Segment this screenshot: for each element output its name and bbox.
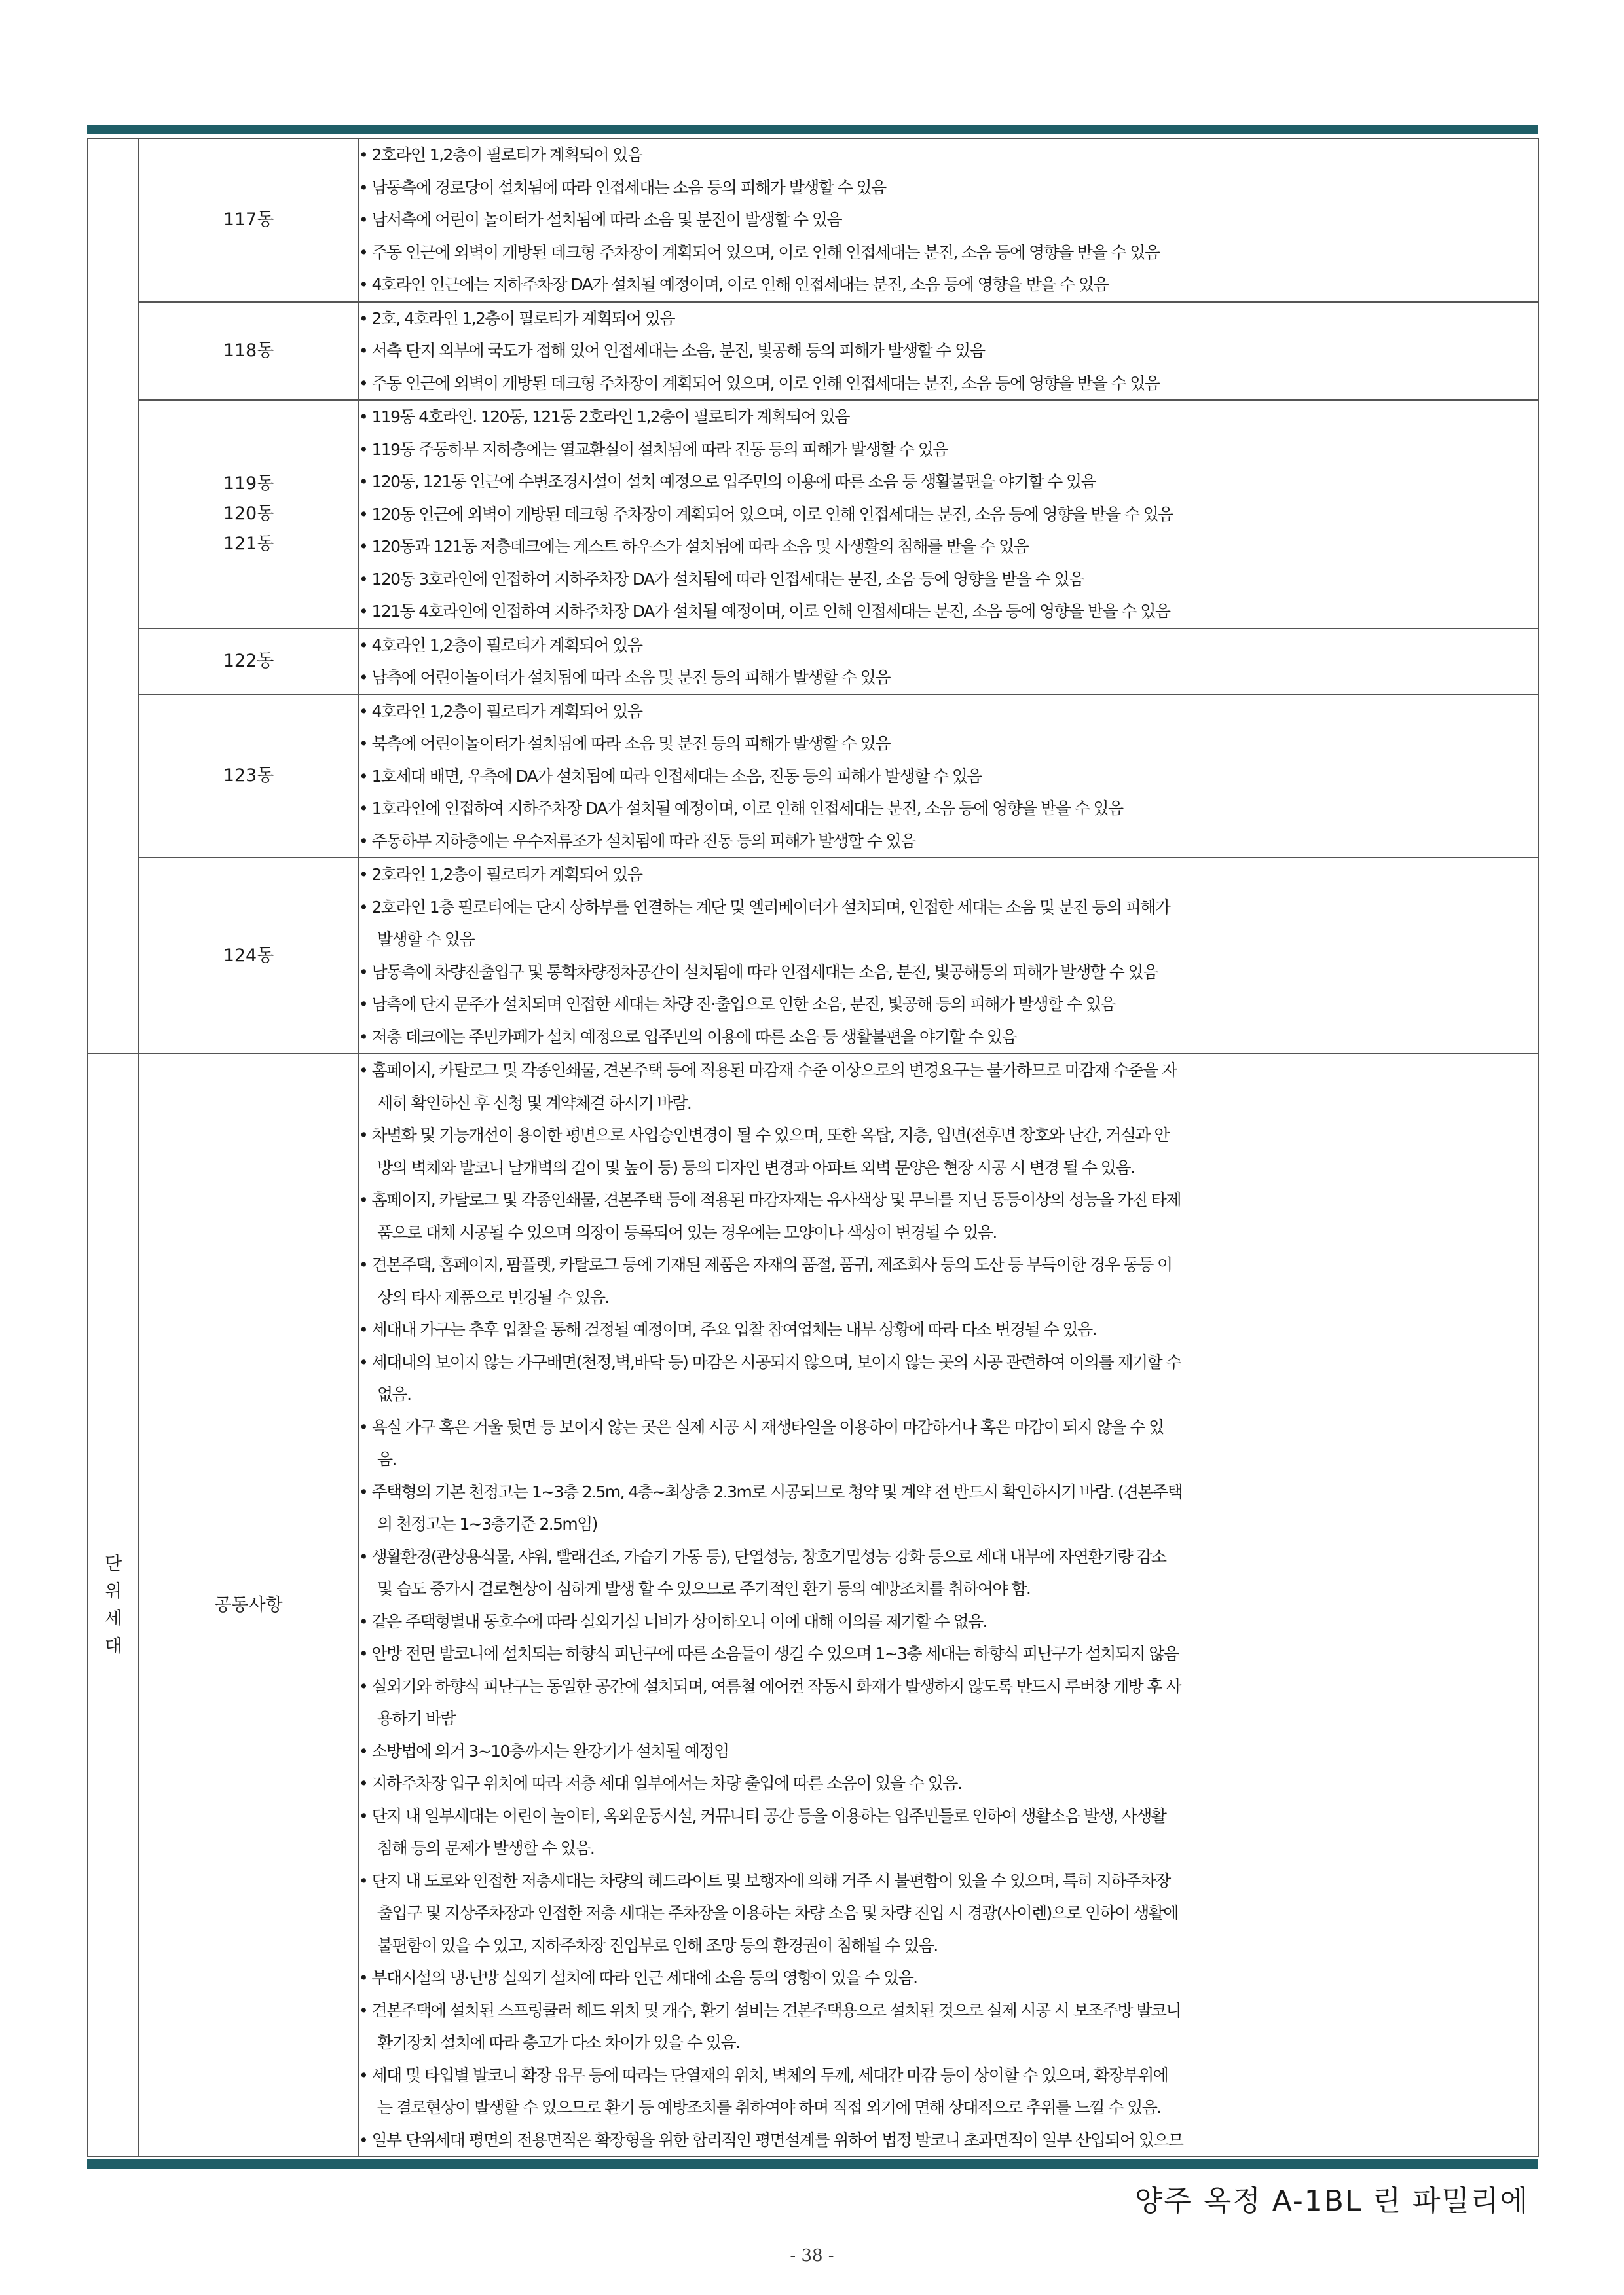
note-item: • 저층 데크에는 주민카페가 설치 예정으로 입주민의 이용에 따른 소음 등 생활불편을 야기할 수 있음 <box>359 1027 1017 1046</box>
note-item: • 차별화 및 기능개선이 용이한 평면으로 사업승인변경이 될 수 있으며, 또한 옥탑, 지층, 입면(전후면 창호와 난간, 거실과 안 <box>359 1126 1169 1145</box>
table-row <box>88 138 1538 302</box>
building-label-cell <box>139 302 358 401</box>
table-row <box>88 302 1538 401</box>
note-item: • 견본주택, 홈페이지, 팜플렛, 카탈로그 등에 기재된 제품은 자재의 품절, 품귀, 제조회사 등의 도산 등 부득이한 경우 동등 이 <box>359 1255 1172 1274</box>
note-item: • 1호세대 배면, 우측에 DA가 설치됨에 따라 인접세대는 소음, 진동 등의 피해가 발생할 수 있음 <box>359 766 982 786</box>
note-item: • 119동 4호라인. 120동, 121동 2호라인 1,2층이 필로티가 계획되어 있음 <box>359 407 849 426</box>
notes-cell <box>358 629 1538 695</box>
category-char: 위 <box>104 1581 122 1602</box>
note-item: • 4호라인 인근에는 지하주차장 DA가 설치될 예정이며, 이로 인해 인접세대는 분진, 소음 등에 영향을 받을 수 있음 <box>359 275 1109 294</box>
building-label: 118동 <box>223 340 274 361</box>
building-label-cell <box>139 138 358 302</box>
note-continuation: 세히 확인하신 후 신청 및 계약체결 하시기 바람. <box>377 1093 692 1112</box>
category-cell <box>88 1054 139 2157</box>
note-item: • 1호라인에 인접하여 지하주차장 DA가 설치될 예정이며, 이로 인해 인접세대는 분진, 소음 등에 영향을 받을 수 있음 <box>359 799 1123 818</box>
note-item: • 주동하부 지하층에는 우수저류조가 설치됨에 따라 진동 등의 피해가 발생할 수 있음 <box>359 831 915 851</box>
note-item: • 주동 인근에 외벽이 개방된 데크형 주차장이 계획되어 있으며, 이로 인해 인접세대는 분진, 소음 등에 영향을 받을 수 있음 <box>359 373 1160 393</box>
table-row <box>88 629 1538 695</box>
building-label: 122동 <box>223 651 274 671</box>
note-continuation: 없음. <box>377 1385 411 1404</box>
note-continuation: 출입구 및 지상주차장과 인접한 저층 세대는 주차장을 이용하는 차량 소음 및 차량 진입 시 경광(사이렌)으로 인하여 생활에 <box>377 1903 1178 1922</box>
notes-cell <box>358 1054 1538 2157</box>
building-label: 공동사항 <box>214 1594 283 1615</box>
building-label-cell <box>139 695 358 858</box>
note-item: • 남동측에 차량진출입구 및 통학차량정차공간이 설치됨에 따라 인접세대는 소음, 분진, 빛공해등의 피해가 발생할 수 있음 <box>359 962 1158 982</box>
building-label: 117동 <box>223 209 274 230</box>
note-continuation: 방의 벽체와 발코니 날개벽의 길이 및 높이 등) 등의 디자인 변경과 아파트 외벽 문양은 현장 시공 시 변경 될 수 있음. <box>377 1158 1135 1177</box>
notice-table <box>87 138 1539 2157</box>
table-row <box>88 1054 1538 2157</box>
note-item: • 121동 4호라인에 인접하여 지하주차장 DA가 설치될 예정이며, 이로 인해 인접세대는 분진, 소음 등에 영향을 받을 수 있음 <box>359 602 1170 621</box>
note-item: • 4호라인 1,2층이 필로티가 계획되어 있음 <box>359 701 642 721</box>
note-item: • 견본주택에 설치된 스프링쿨러 헤드 위치 및 개수, 환기 설비는 견본주택용으로 설치된 것으로 실제 시공 시 보조주방 발코니 <box>359 2000 1181 2020</box>
note-item: • 120동 3호라인에 인접하여 지하주차장 DA가 설치됨에 따라 인접세대는 분진, 소음 등에 영향을 받을 수 있음 <box>359 569 1084 589</box>
note-item: • 4호라인 1,2층이 필로티가 계획되어 있음 <box>359 635 642 655</box>
notes-cell <box>358 302 1538 401</box>
note-item: • 주택형의 기본 천정고는 1~3층 2.5m, 4층~최상층 2.3m로 시공되므로 청약 및 계약 전 반드시 확인하시기 바람. (견본주택 <box>359 1482 1183 1501</box>
building-label: 119동 <box>223 473 274 494</box>
note-item: • 홈페이지, 카탈로그 및 각종인쇄물, 견본주택 등에 적용된 마감재 수준 이상으로의 변경요구는 불가하므로 마감재 수준을 자 <box>359 1061 1177 1080</box>
header-rule <box>87 125 1538 134</box>
building-label-cell <box>139 629 358 695</box>
note-item: • 2호라인 1,2층이 필로티가 계획되어 있음 <box>359 865 642 884</box>
note-item: • 세대내의 보이지 않는 가구배면(천정,벽,바닥 등) 마감은 시공되지 않으며, 보이지 않는 곳의 시공 관련하여 이의를 제기할 수 <box>359 1352 1181 1372</box>
note-item: • 주동 인근에 외벽이 개방된 데크형 주차장이 계획되어 있으며, 이로 인해 인접세대는 분진, 소음 등에 영향을 받을 수 있음 <box>359 242 1160 262</box>
table-row <box>88 695 1538 858</box>
note-item: • 단지 내 일부세대는 어린이 놀이터, 옥외운동시설, 커뮤니티 공간 등을 이용하는 입주민들로 인하여 생활소음 발생, 사생활 <box>359 1806 1166 1826</box>
notes-cell <box>358 400 1538 629</box>
note-continuation: 침해 등의 문제가 발생할 수 있음. <box>377 1839 595 1858</box>
notes-cell <box>358 858 1538 1054</box>
building-label: 124동 <box>223 945 274 966</box>
note-item: • 2호, 4호라인 1,2층이 필로티가 계획되어 있음 <box>359 308 674 328</box>
note-item: • 120동과 121동 저층데크에는 게스트 하우스가 설치됨에 따라 소음 및 사생활의 침해를 받을 수 있음 <box>359 537 1029 556</box>
category-cell <box>88 138 139 1054</box>
note-item: • 남측에 단지 문주가 설치되며 인접한 세대는 차량 진·출입으로 인한 소음, 분진, 빛공해 등의 피해가 발생할 수 있음 <box>359 995 1115 1014</box>
building-label-cell <box>139 858 358 1054</box>
note-item: • 북측에 어린이놀이터가 설치됨에 따라 소음 및 분진 등의 피해가 발생할 수 있음 <box>359 734 890 753</box>
building-label-cell <box>139 400 358 629</box>
note-item: • 120동, 121동 인근에 수변조경시설이 설치 예정으로 입주민의 이용에 따른 소음 등 생활불편을 야기할 수 있음 <box>359 472 1096 491</box>
building-label: 120동 <box>223 504 274 524</box>
page-number: - 38 - <box>790 2246 834 2266</box>
note-item: • 생활환경(관상용식물, 샤워, 빨래건조, 가습기 가동 등), 단열성능, 창호기밀성능 강화 등으로 세대 내부에 자연환기량 감소 <box>359 1547 1166 1566</box>
note-item: • 2호라인 1층 필로티에는 단지 상하부를 연결하는 계단 및 엘리베이터가 설치되며, 인접한 세대는 소음 및 분진 등의 피해가 <box>359 897 1170 917</box>
note-item: • 서측 단지 외부에 국도가 접해 있어 인접세대는 소음, 분진, 빛공해 등의 피해가 발생할 수 있음 <box>359 341 985 360</box>
note-item: • 안방 전면 발코니에 설치되는 하향식 피난구에 따른 소음들이 생길 수 있으며 1~3층 세대는 하향식 피난구가 설치되지 않음 <box>359 1644 1179 1663</box>
notes-cell <box>358 138 1538 302</box>
note-continuation: 및 습도 증가시 결로현상이 심하게 발생 할 수 있으므로 주기적인 환기 등의 예방조치를 취하여야 함. <box>377 1579 1031 1598</box>
category-char: 대 <box>104 1636 122 1657</box>
note-continuation: 품으로 대체 시공될 수 있으며 의장이 등록되어 있는 경우에는 모양이나 색상이 변경될 수 있음. <box>377 1222 997 1242</box>
notes-cell <box>358 695 1538 858</box>
category-char: 세 <box>104 1608 122 1629</box>
table-row <box>88 400 1538 629</box>
note-item: • 120동 인근에 외벽이 개방된 데크형 주차장이 계획되어 있으며, 이로 인해 인접세대는 분진, 소음 등에 영향을 받을 수 있음 <box>359 504 1173 524</box>
note-item: • 소방법에 의거 3~10층까지는 완강기가 설치될 예정임 <box>359 1741 729 1761</box>
note-continuation: 의 천정고는 1~3층기준 2.5m임) <box>377 1515 597 1533</box>
note-continuation: 는 결로현상이 발생할 수 있으므로 환기 등 예방조치를 취하여야 하며 직접 외기에 면해 상대적으로 추위를 느낄 수 있음. <box>377 2098 1161 2117</box>
table-row <box>88 858 1538 1054</box>
category-char: 단 <box>104 1553 122 1574</box>
note-item: • 홈페이지, 카탈로그 및 각종인쇄물, 견본주택 등에 적용된 마감자재는 유사색상 및 무늬를 지닌 동등이상의 성능을 가진 타제 <box>359 1190 1181 1209</box>
note-item: • 남동측에 경로당이 설치됨에 따라 인접세대는 소음 등의 피해가 발생할 수 있음 <box>359 177 886 197</box>
note-item: • 세대 및 타입별 발코니 확장 유무 등에 따라는 단열재의 위치, 벽체의 두께, 세대간 마감 등이 상이할 수 있으며, 확장부위에 <box>359 2065 1168 2085</box>
note-item: • 같은 주택형별내 동호수에 따라 실외기실 너비가 상이하오니 이에 대해 이의를 제기할 수 없음. <box>359 1611 987 1631</box>
note-item: • 119동 주동하부 지하층에는 열교환실이 설치됨에 따라 진동 등의 피해가 발생할 수 있음 <box>359 439 948 459</box>
note-item: • 실외기와 하향식 피난구는 동일한 공간에 설치되며, 여름철 에어컨 작동시 화재가 발생하지 않도록 반드시 루버창 개방 후 사 <box>359 1676 1181 1696</box>
note-continuation: 음. <box>377 1450 396 1469</box>
note-continuation: 불편함이 있을 수 있고, 지하주차장 진입부로 인해 조망 등의 환경권이 침해될 수 있음. <box>377 1936 938 1955</box>
note-item: • 지하주차장 입구 위치에 따라 저층 세대 일부에서는 차량 출입에 따른 소음이 있을 수 있음. <box>359 1774 962 1793</box>
building-label-cell <box>139 1054 358 2157</box>
note-item: • 일부 단위세대 평면의 전용면적은 확장형을 위한 합리적인 평면설계를 위하여 법정 발코니 초과면적이 일부 산입되어 있으므 <box>359 2130 1183 2150</box>
note-item: • 욕실 가구 혹은 거울 뒷면 등 보이지 않는 곳은 실제 시공 시 재생타일을 이용하여 마감하거나 혹은 마감이 되지 않을 수 있 <box>359 1417 1164 1437</box>
note-continuation: 발생할 수 있음 <box>377 930 474 949</box>
building-label: 123동 <box>223 765 274 786</box>
note-item: • 단지 내 도로와 인접한 저층세대는 차량의 헤드라이트 및 보행자에 의해 거주 시 불편함이 있을 수 있으며, 특히 지하주차장 <box>359 1871 1170 1890</box>
note-continuation: 상의 타사 제품으로 변경될 수 있음. <box>377 1287 609 1307</box>
note-item: • 남서측에 어린이 놀이터가 설치됨에 따라 소음 및 분진이 발생할 수 있음 <box>359 210 841 229</box>
note-continuation: 용하기 바람 <box>377 1709 456 1728</box>
document-title: 양주 옥정 A-1BL 린 파밀리에 <box>1134 2184 1529 2218</box>
note-continuation: 환기장치 설치에 따라 층고가 다소 차이가 있을 수 있음. <box>377 2033 740 2052</box>
note-item: • 남측에 어린이놀이터가 설치됨에 따라 소음 및 분진 등의 피해가 발생할 수 있음 <box>359 668 890 687</box>
note-item: • 세대내 가구는 추후 입찰을 통해 결정될 예정이며, 주요 입찰 참여업체는 내부 상황에 따라 다소 변경될 수 있음. <box>359 1320 1096 1339</box>
building-label: 121동 <box>223 534 274 555</box>
footer-rule <box>87 2159 1538 2169</box>
note-item: • 부대시설의 냉·난방 실외기 설치에 따라 인근 세대에 소음 등의 영향이 있을 수 있음. <box>359 1968 917 1987</box>
note-item: • 2호라인 1,2층이 필로티가 계획되어 있음 <box>359 145 642 164</box>
